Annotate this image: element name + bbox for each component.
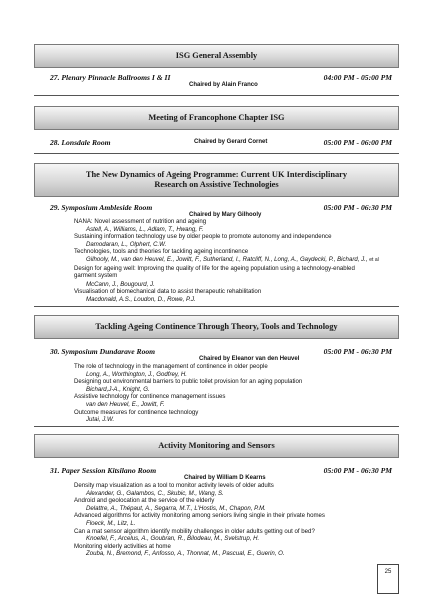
session-title: 31. Paper Session Kitsilano Room bbox=[50, 466, 157, 475]
section-banner-francophone bbox=[34, 106, 399, 130]
paper-title: Sustaining information technology use by older people to promote autonomy and independence bbox=[74, 233, 332, 241]
session-28-line bbox=[34, 138, 399, 149]
paper-authors: Delattre, A., Thépaut, A., Segarra, M.T., L'Hostis, M., Chapon, P.M. bbox=[86, 504, 266, 512]
section-heading: Meeting of Francophone Chapter ISG bbox=[148, 113, 285, 122]
session-31-items bbox=[74, 482, 399, 558]
paper-authors: Long, A., Worthington, J., Godfrey, H. bbox=[86, 370, 187, 378]
paper-authors: Knoefel, F., Arcelus, A., Goubran, R., Bilodeau, M., Svelstrup, H. bbox=[86, 535, 260, 543]
section-banner-activity-monitoring bbox=[34, 434, 399, 458]
session-chair: Chaired by Gerard Cornet bbox=[194, 139, 268, 145]
page-number-box bbox=[377, 564, 399, 594]
paper-title: Outcome measures for continence technology bbox=[74, 408, 199, 416]
paper-authors: Zouba, N., Bremond, F., Anfosso, A., Thonnat, M., Pascual, E., Guerin, O. bbox=[86, 550, 285, 558]
session-29-items bbox=[74, 218, 399, 304]
paper-title: Designing out environmental barriers to public toilet provision for an aging population bbox=[74, 378, 303, 386]
paper-title: Can a mat sensor algorithm identify mobility challenges in older adults getting out of bed? bbox=[74, 527, 315, 535]
paper-title: Density map visualization as a tool to monitor activity levels of older adults bbox=[74, 482, 274, 489]
paper-authors: Floeck, M., Litz, L. bbox=[86, 519, 136, 527]
paper-title: NANA: Novel assessment of nutrition and ageing bbox=[74, 218, 207, 225]
section-banner-new-dynamics bbox=[34, 163, 399, 197]
session-30-items bbox=[74, 363, 399, 424]
divider bbox=[34, 306, 399, 307]
paper-authors: van den Heuvel, E., Jowitt, F. bbox=[86, 400, 165, 408]
paper-title: Monitoring elderly activities at home bbox=[74, 542, 171, 550]
session-time: 05:00 PM - 06:30 PM bbox=[323, 466, 392, 475]
session-27-line bbox=[34, 73, 399, 88]
paper-authors: McCann, J., Bougourd, J. bbox=[86, 280, 155, 288]
section-banner-continence bbox=[34, 315, 399, 339]
paper-authors: Gilhooly, M., van den Heuvel, E., Jowitt, F., Sutherland, I., Ratcliff, N., Long, A., Gaydecki, P., Bichard, J., bbox=[86, 255, 368, 263]
session-time: 05:00 PM - 06:30 PM bbox=[323, 347, 392, 356]
paper-authors: Jutai, J.W. bbox=[86, 416, 115, 424]
session-time: 05:00 PM - 06:00 PM bbox=[323, 138, 392, 147]
paper-title: The role of technology in the management of continence in older people bbox=[74, 363, 268, 370]
paper-title: Assistive technology for continence management issues bbox=[74, 393, 226, 401]
section-heading: Activity Monitoring and Sensors bbox=[158, 441, 275, 450]
session-chair: Chaired by Mary Gilhooly bbox=[189, 212, 262, 218]
session-time: 04:00 PM - 05:00 PM bbox=[323, 73, 392, 82]
section-heading-line1: The New Dynamics of Ageing Programme: Current UK Interdisciplinary bbox=[85, 170, 348, 179]
session-title: 28. Lonsdale Room bbox=[50, 138, 111, 147]
session-29-line bbox=[34, 203, 399, 218]
paper-title: Design for ageing well: Improving the quality of life for the ageing population using a technology-enabled bbox=[74, 264, 355, 272]
session-title: 27. Plenary Pinnacle Ballrooms I & II bbox=[50, 73, 171, 82]
session-chair: Chaired by Eleanor van den Heuvel bbox=[199, 356, 300, 362]
session-31-line bbox=[34, 466, 399, 481]
session-chair: Chaired by Alain Franco bbox=[189, 82, 258, 88]
session-title: 30. Symposium Dundarave Room bbox=[50, 347, 156, 356]
paper-authors-row bbox=[74, 256, 399, 265]
paper-title: Advanced algorithms for activity monitoring among seniors living single in their private homes bbox=[74, 512, 325, 520]
paper-authors: Macdonald, A.S., Loudon, D., Rowe, P.J. bbox=[86, 295, 196, 303]
paper-title: Visualisation of biomechanical data to assist therapeutic rehabilitation bbox=[74, 288, 262, 296]
paper-authors: Astell, A., Williams, L., Adlam, T., Hwang, F. bbox=[86, 225, 204, 233]
paper-title: Technologies, tools and theories for tackling ageing incontinence bbox=[74, 248, 249, 256]
page-number: 25 bbox=[384, 569, 392, 575]
paper-authors: Bichard,J-A., Knight, G. bbox=[86, 385, 150, 393]
divider bbox=[34, 426, 399, 427]
paper-title: Android and geolocation at the service of the elderly bbox=[74, 497, 215, 505]
et-al: et al bbox=[369, 256, 379, 263]
paper-title-cont: garment system bbox=[74, 272, 118, 280]
paper-authors: Alexander, G., Galambos, C., Skubic, M., Wang, S. bbox=[86, 489, 224, 497]
section-banner-general-assembly bbox=[34, 44, 399, 68]
session-30-line bbox=[34, 347, 399, 362]
section-heading: ISG General Assembly bbox=[175, 51, 258, 60]
section-heading: Tackling Ageing Continence Through Theory, Tools and Technology bbox=[95, 322, 338, 331]
divider bbox=[34, 153, 399, 154]
section-heading-line2: Research on Assistive Technologies bbox=[154, 180, 279, 189]
session-time: 05:00 PM - 06:30 PM bbox=[323, 203, 392, 212]
divider bbox=[34, 95, 399, 96]
session-chair: Chaired by William D Kearns bbox=[184, 475, 266, 481]
paper-authors: Damodaran, L., Olphert, C.W. bbox=[86, 240, 167, 248]
session-title: 29. Symposium Ambleside Room bbox=[50, 203, 153, 212]
